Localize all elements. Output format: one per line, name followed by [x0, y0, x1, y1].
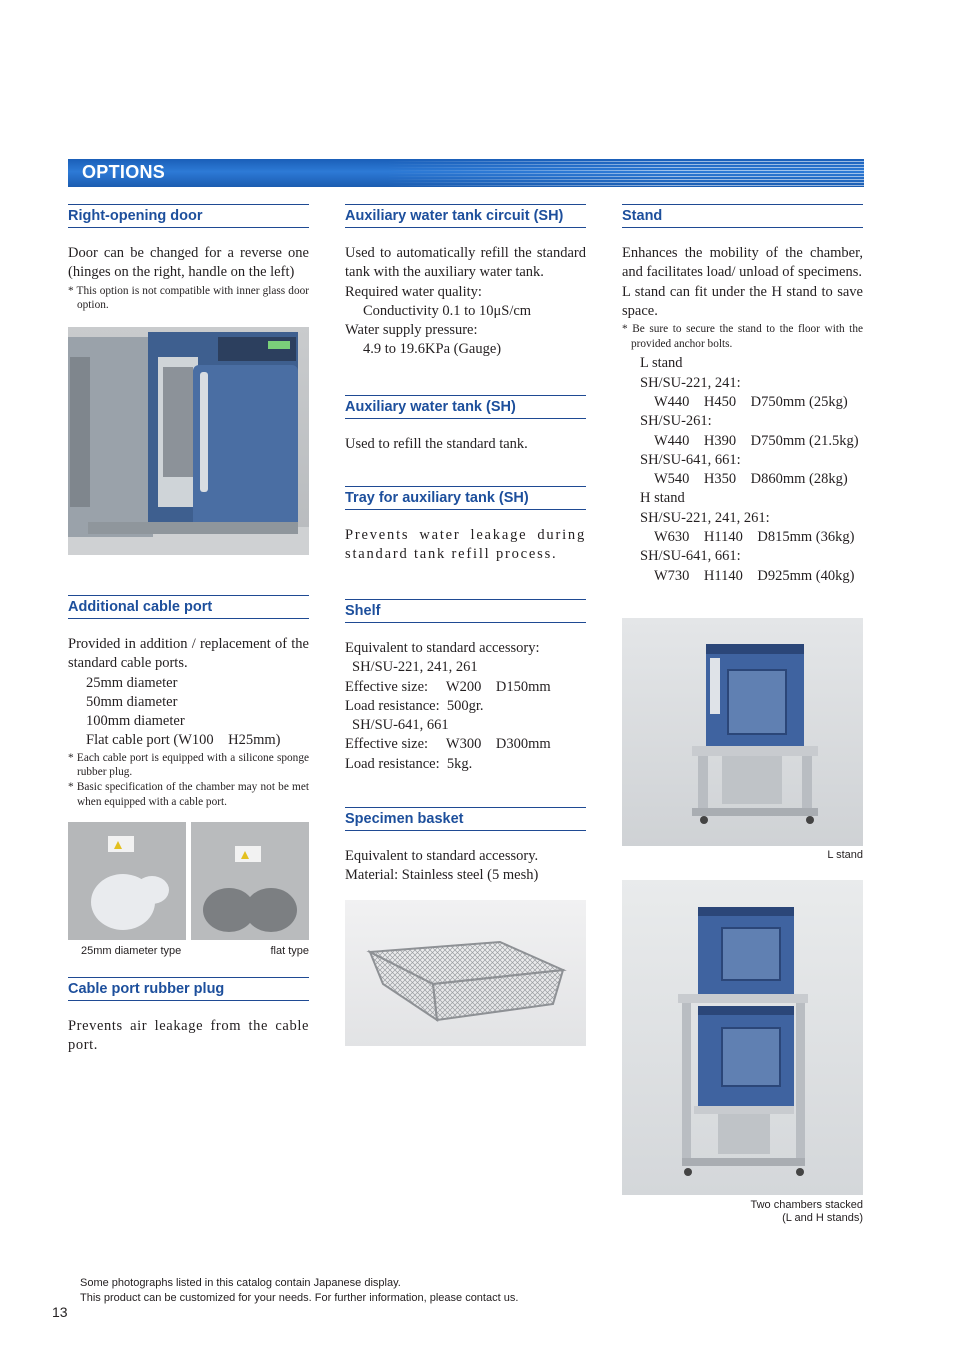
heading-aux-tank-circuit: Auxiliary water tank circuit (SH): [345, 204, 586, 228]
cable-note: * Basic specification of the chamber may not be met when equipped with a cable port.: [68, 780, 309, 808]
stand-spec-line: W440 H450 D750mm (25kg): [654, 393, 848, 410]
cable-item: Flat cable port (W100 H25mm): [86, 732, 281, 749]
stand-spec-line: SH/SU-641, 661:: [640, 548, 741, 565]
circuit-pressure-label: Water supply pressure:: [345, 322, 478, 339]
caption-25mm: 25mm diameter type: [81, 945, 182, 957]
shelf-line: Effective size: W200 D150mm: [345, 678, 551, 695]
door-description: Door can be changed for a reverse one (hinges on the right, handle on the left): [68, 245, 309, 281]
heading-aux-tank: Auxiliary water tank (SH): [345, 395, 586, 419]
caption-stacked-line1: Two chambers stacked: [750, 1199, 863, 1211]
cable-plug-flat-photo: [191, 822, 309, 940]
caption-stacked-line2: (L and H stands): [782, 1212, 863, 1224]
cable-description: Provided in addition / replacement of the standard cable ports.: [68, 636, 309, 672]
footer-notes: [80, 1276, 518, 1305]
cable-plug-round-photo: [68, 822, 186, 940]
circuit-description: Used to automatically refill the standard tank with the auxiliary water tank.: [345, 245, 586, 281]
shelf-line: Equivalent to standard accessory:: [345, 640, 540, 656]
cable-item: 50mm diameter: [86, 693, 178, 710]
column-middle: [345, 204, 586, 360]
stand-spec-list: [622, 354, 863, 586]
cable-note: * Each cable port is equipped with a silicone sponge rubber plug.: [68, 751, 309, 779]
stand-spec-line: W730 H1140 D925mm (40kg): [654, 567, 855, 584]
tank-description: Used to refill the standard tank.: [345, 436, 528, 452]
stand-note: * Be sure to secure the stand to the floor with the provided anchor bolts.: [622, 323, 863, 350]
shelf-line: SH/SU-641, 661: [352, 717, 449, 734]
column-middle-tray: [345, 486, 586, 565]
column-left-plug: [68, 977, 309, 1056]
column-left: [68, 204, 309, 313]
shelf-line: Load resistance: 5kg.: [345, 755, 473, 772]
stand-spec-line: SH/SU-221, 241:: [640, 374, 741, 391]
footer-line2: This product can be customized for your needs. For further information, please contact us.: [80, 1291, 519, 1304]
circuit-quality: Conductivity 0.1 to 10μS/cm: [363, 302, 532, 319]
caption-l-stand: L stand: [827, 849, 863, 861]
heading-specimen-basket: Specimen basket: [345, 807, 586, 831]
section-banner: [68, 159, 864, 187]
stand-description-2: L stand can fit under the H stand to save space.: [622, 283, 863, 319]
heading-shelf: Shelf: [345, 599, 586, 623]
column-middle-tank: [345, 395, 586, 454]
basket-line: Equivalent to standard accessory.: [345, 848, 539, 864]
banner-stripes: [386, 159, 864, 187]
stand-spec-line: W630 H1140 D815mm (36kg): [654, 529, 855, 546]
heading-tray: Tray for auxiliary tank (SH): [345, 486, 586, 510]
stand-spec-line: L stand: [640, 355, 683, 372]
tray-description: Prevents water leakage during standard tank refill process.: [345, 527, 586, 563]
l-stand-drawing: [622, 618, 863, 846]
heading-stand: Stand: [622, 204, 863, 228]
heading-right-opening-door: Right-opening door: [68, 204, 309, 228]
caption-flat: flat type: [270, 945, 309, 957]
column-middle-basket: [345, 807, 586, 886]
plug-description: Prevents air leakage from the cable port.: [68, 1018, 309, 1054]
caption-stacked: [622, 1199, 863, 1225]
basket-line: Material: Stainless steel (5 mesh): [345, 867, 539, 884]
column-left-cable: [68, 595, 309, 809]
page-number: 13: [52, 1304, 68, 1320]
stand-spec-line: SH/SU-261:: [640, 413, 712, 430]
right-opening-door-photo: [68, 327, 309, 555]
shelf-line: SH/SU-221, 241, 261: [352, 659, 478, 676]
stand-spec-line: W540 H350 D860mm (28kg): [654, 471, 848, 488]
stand-description-1: Enhances the mobility of the chamber, and facilitates load/ unload of specimens.: [622, 245, 863, 281]
stand-spec-line: W440 H390 D750mm (21.5kg): [654, 432, 859, 449]
stacked-stands-photo: [622, 880, 863, 1195]
column-middle-shelf: [345, 599, 586, 774]
stand-spec-line: H stand: [640, 490, 685, 507]
column-right: [622, 204, 863, 586]
heading-cable-port-rubber-plug: Cable port rubber plug: [68, 977, 309, 1001]
circuit-quality-label: Required water quality:: [345, 283, 482, 300]
basket-drawing: [345, 900, 586, 1046]
circuit-pressure: 4.9 to 19.6KPa (Gauge): [363, 341, 502, 358]
door-note: * This option is not compatible with inner glass door option.: [68, 284, 309, 312]
specimen-basket-photo: [345, 900, 586, 1046]
footer-line1: Some photographs listed in this catalog contain Japanese display.: [80, 1277, 401, 1289]
l-stand-photo: [622, 618, 863, 846]
heading-additional-cable-port: Additional cable port: [68, 595, 309, 619]
shelf-line: Load resistance: 500gr.: [345, 697, 484, 714]
stand-spec-line: SH/SU-221, 241, 261:: [640, 509, 770, 526]
chamber-photo-drawing: [68, 327, 309, 555]
section-title: OPTIONS: [82, 162, 166, 182]
stand-spec-line: SH/SU-641, 661:: [640, 451, 741, 468]
cable-item: 25mm diameter: [86, 674, 178, 691]
stacked-drawing: [622, 880, 863, 1195]
shelf-line: Effective size: W300 D300mm: [345, 736, 551, 753]
round-plug-drawing: [68, 822, 186, 940]
cable-item: 100mm diameter: [86, 713, 185, 730]
flat-plug-drawing: [191, 822, 309, 940]
